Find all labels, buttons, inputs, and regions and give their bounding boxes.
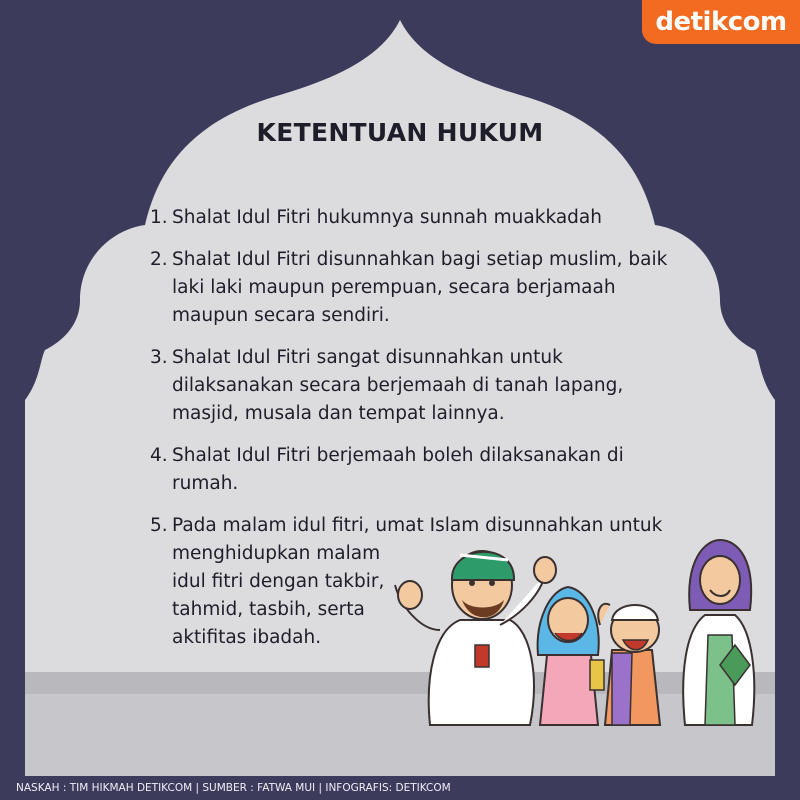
logo-text: detikcom [655,7,787,37]
page-title: KETENTUAN HUKUM [256,118,544,147]
boy-figure [598,604,660,725]
list-item [150,344,690,428]
family-illustration [390,535,770,730]
item-number: 3. [150,347,168,368]
list-item [150,246,690,330]
item-text: Shalat Idul Fitri hukumnya sunnah muakkadah [172,207,602,228]
girl-figure [538,587,604,725]
father-figure [395,551,556,725]
detikcom-logo[interactable] [642,0,800,44]
mother-figure [683,540,754,725]
item-text: Shalat Idul Fitri berjemaah boleh dilaksanakan di rumah. [172,445,624,494]
item-text-line1: Pada malam idul fitri, umat Islam disunnahkan untuk [172,515,663,536]
item-number: 1. [150,207,168,228]
item-text: Shalat Idul Fitri sangat disunnahkan untuk dilaksanakan secara berjemaah di tanah lapang, masjid, musala dan tempat lainnya. [172,347,624,424]
credits-footer: NASKAH : TIM HIKMAH DETIKCOM | SUMBER : FATWA MUI | INFOGRAFIS: DETIKCOM [0,776,800,800]
list-item [150,442,690,498]
item-text: Shalat Idul Fitri disunnahkan bagi setiap muslim, baik laki laki maupun perempuan, secara berjamaah maupun secara sendiri. [172,249,668,326]
item-text-rest: menghidupkan malam idul fitri dengan takbir, tahmid, tasbih, serta aktifitas ibadah. [172,543,385,648]
item-number: 2. [150,249,168,270]
list-item [150,204,690,232]
item-number: 4. [150,445,168,466]
item-number: 5. [150,515,168,536]
